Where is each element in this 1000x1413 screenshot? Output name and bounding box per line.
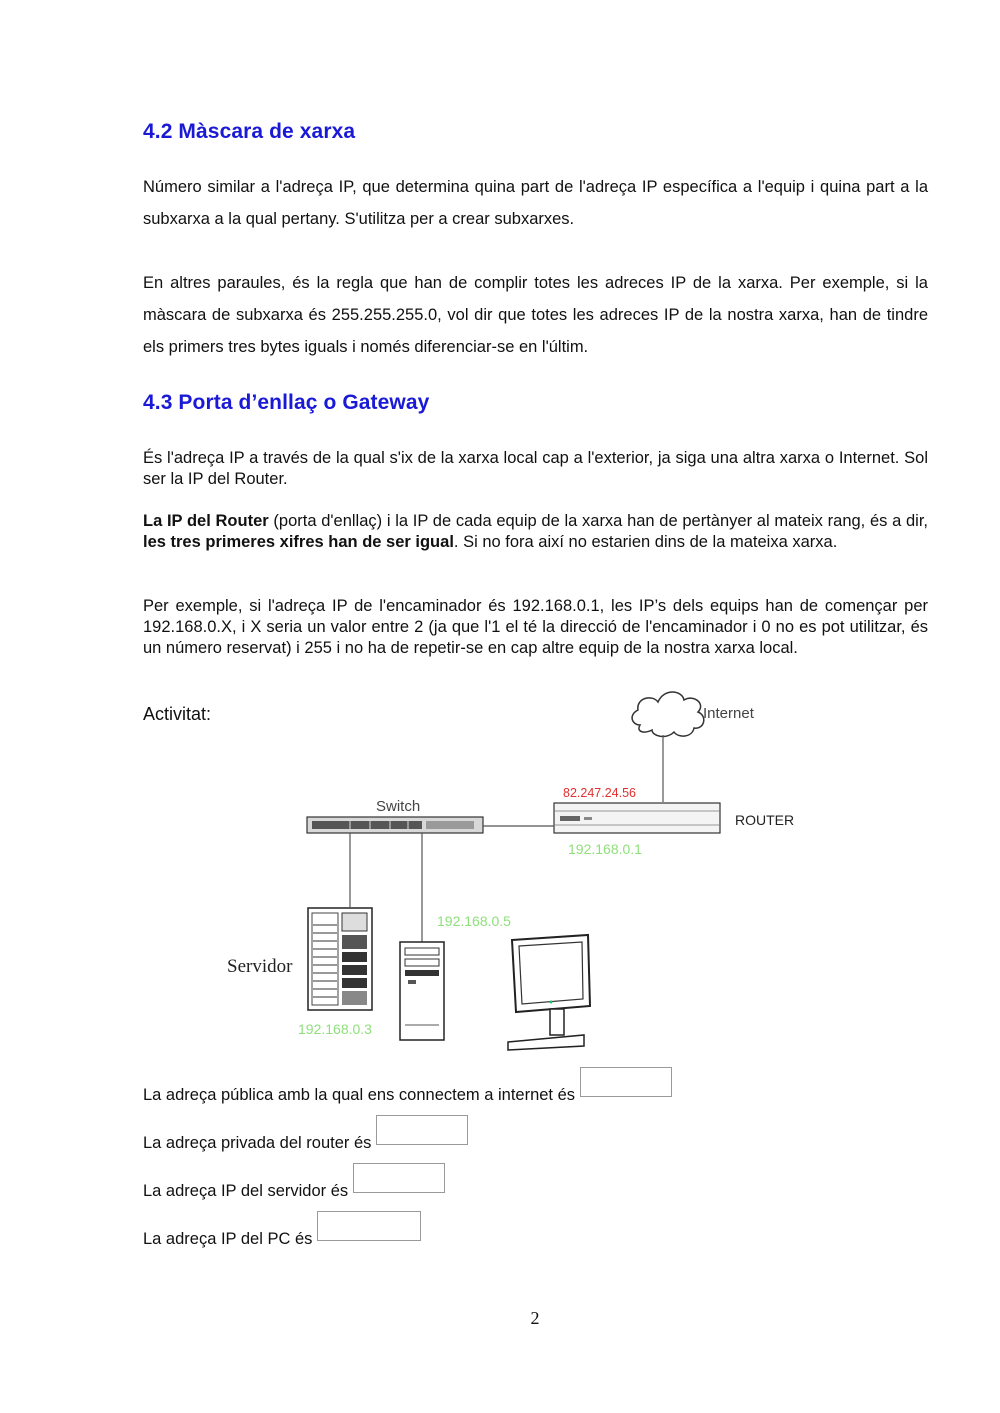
answer-input-pc-ip[interactable] xyxy=(317,1211,421,1241)
switch-label: Switch xyxy=(376,798,421,815)
section-heading-gateway: 4.3 Porta d’enllaç o Gateway xyxy=(143,391,430,414)
question-public-ip xyxy=(143,1075,672,1105)
monitor-icon xyxy=(508,935,590,1050)
switch-icon xyxy=(307,817,483,833)
question-text: La adreça IP del PC és xyxy=(143,1230,313,1248)
paragraph-gateway-range xyxy=(143,511,928,553)
server-icon xyxy=(308,908,372,1010)
public-ip-label: 82.247.24.56 xyxy=(563,786,636,800)
text-span: (porta d'enllaç) i la IP de cada equip de la xarxa han de pertànyer al mateix rang, és a dir, xyxy=(268,512,928,530)
network-diagram xyxy=(200,680,840,1060)
internet-label: Internet xyxy=(703,705,754,722)
pc-ip-label: 192.168.0.5 xyxy=(437,913,511,929)
bold-router-ip: La IP del Router xyxy=(143,512,269,530)
router-label: ROUTER xyxy=(735,812,795,828)
server-ip-label: 192.168.0.3 xyxy=(298,1021,372,1037)
router-private-ip-label: 192.168.0.1 xyxy=(568,841,642,857)
paragraph-subnet-mask-definition: Número similar a l'adreça IP, que determina quina part de l'adreça IP específica a l'equip i quina part a la subxarxa a la qual pertany. S'utilitza per a crear subxarxes. xyxy=(143,178,928,228)
answer-input-router-ip[interactable] xyxy=(376,1115,468,1145)
question-router-private-ip xyxy=(143,1123,468,1153)
answer-input-server-ip[interactable] xyxy=(353,1163,445,1193)
internet-cloud-icon xyxy=(632,692,704,736)
page-number: 2 xyxy=(530,1308,540,1328)
text-span: . Si no fora així no estarien dins de la mateixa xarxa. xyxy=(453,533,838,551)
pc-tower-icon xyxy=(400,942,444,1040)
activity-label: Activitat: xyxy=(143,704,212,724)
paragraph-gateway-definition: És l'adreça IP a través de la qual s'ix de la xarxa local cap a l'exterior, ja siga una altra xarxa o Internet. Sol ser la IP del Router. xyxy=(143,449,928,488)
question-text: La adreça IP del servidor és xyxy=(143,1182,349,1200)
question-pc-ip xyxy=(143,1219,421,1249)
server-label: Servidor xyxy=(227,956,293,977)
section-heading-subnet-mask: 4.2 Màscara de xarxa xyxy=(143,120,356,143)
router-icon xyxy=(554,803,720,833)
bold-first-three-digits: les tres primeres xifres han de ser igual xyxy=(143,533,454,551)
question-server-ip xyxy=(143,1171,445,1201)
paragraph-gateway-example: Per exemple, si l'adreça IP de l'encaminador és 192.168.0.1, les IP’s dels equips han de començar per 192.168.0.X, i X seria un valor entre 2 (ja que l'1 el té la direcció de l'encaminador i 0 no es pot utilitzar, és un número reservat) i 255 i no ha de repetir-se en cap altre equip de la nostra xarxa local. xyxy=(143,597,928,657)
question-text: La adreça pública amb la qual ens connectem a internet és xyxy=(143,1086,576,1104)
question-text: La adreça privada del router és xyxy=(143,1134,372,1152)
paragraph-subnet-mask-example: En altres paraules, és la regla que han de complir totes les adreces IP de la xarxa. Per exemple, si la màscara de subxarxa és 255.255.255.0, vol dir que totes les adreces IP de la nostra xarxa, han de tindre els primers tres bytes iguals i només diferenciar-se en l'últim. xyxy=(143,274,928,356)
answer-input-public-ip[interactable] xyxy=(580,1067,672,1097)
